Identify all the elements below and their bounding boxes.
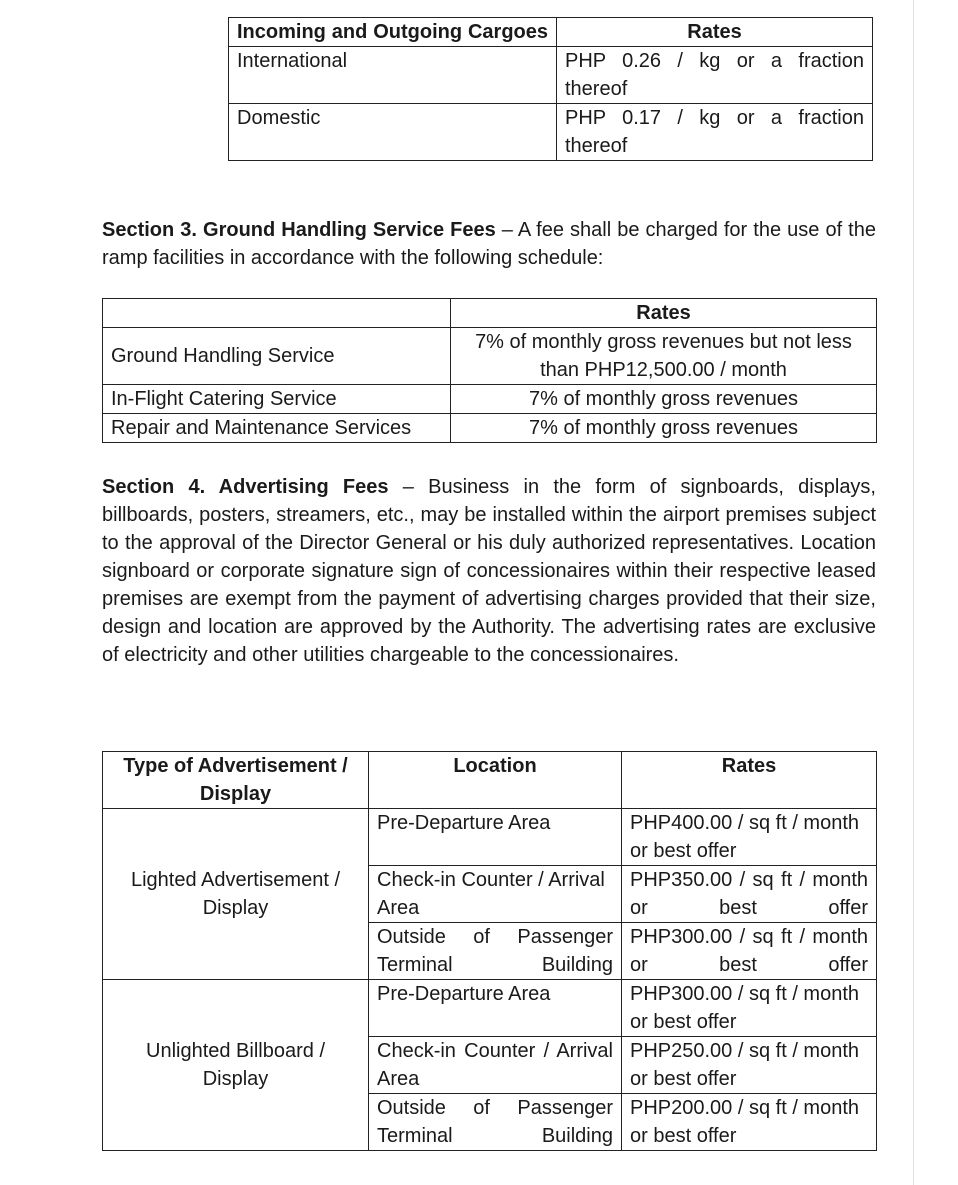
ad-location-cell: Check-in Counter / Arrival Area bbox=[369, 1037, 622, 1094]
table-row bbox=[103, 328, 877, 385]
ad-location-cell: Pre-Departure Area bbox=[369, 809, 622, 866]
table-row bbox=[103, 809, 877, 866]
ad-rate-cell: PHP350.00 / sq ft / month or best offer bbox=[622, 866, 877, 923]
ad-location-cell: Check-in Counter / Arrival Area bbox=[369, 866, 622, 923]
table-header-row bbox=[103, 299, 877, 328]
ad-type-cell: Unlighted Billboard / Display bbox=[103, 980, 369, 1151]
ground-handling-table bbox=[102, 298, 877, 443]
table-row bbox=[229, 104, 873, 161]
ad-location-cell: Pre-Departure Area bbox=[369, 980, 622, 1037]
ground-header-service bbox=[103, 299, 451, 328]
ad-type-cell: Lighted Advertisement / Display bbox=[103, 809, 369, 980]
ground-rate-cell: 7% of monthly gross revenues bbox=[451, 414, 877, 443]
ground-service-cell: In-Flight Catering Service bbox=[103, 385, 451, 414]
ad-rate-cell: PHP300.00 / sq ft / month or best offer bbox=[622, 980, 877, 1037]
ad-rate-cell: PHP300.00 / sq ft / month or best offer bbox=[622, 923, 877, 980]
table-header-row bbox=[229, 18, 873, 47]
table-row bbox=[103, 385, 877, 414]
table-row bbox=[103, 414, 877, 443]
page-edge-line bbox=[913, 0, 914, 1185]
cargo-rate-cell: PHP 0.26 / kg or a fraction thereof bbox=[557, 47, 873, 104]
section-3-heading: Section 3. Ground Handling Service Fees bbox=[102, 219, 496, 241]
ad-location-cell: Outside of Passenger Terminal Building bbox=[369, 923, 622, 980]
ad-location-cell: Outside of Passenger Terminal Building bbox=[369, 1094, 622, 1151]
table-row bbox=[229, 47, 873, 104]
ground-service-cell: Ground Handling Service bbox=[103, 328, 451, 385]
section-3-text: – A fee shall be charged for the use of the ramp facilities in accordance with the following schedule: bbox=[102, 219, 876, 269]
section-4-paragraph bbox=[102, 473, 876, 669]
ad-rate-cell: PHP200.00 / sq ft / month or best offer bbox=[622, 1094, 877, 1151]
section-4-text: – Business in the form of signboards, displays, billboards, posters, streamers, etc., may be installed within the airport premises subject to the approval of the Director General or his duly authorized representatives. Location signboard or corporate signature sign of concessionaires within their respective leased premises are exempt from the payment of advertising charges provided that their size, design and location are approved by the Authority. The advertising rates are exclusive of electricity and other utilities chargeable to the concessionaires. bbox=[102, 476, 876, 666]
cargo-header-rates: Rates bbox=[557, 18, 873, 47]
cargo-type-cell: International bbox=[229, 47, 557, 104]
cargo-header-type: Incoming and Outgoing Cargoes bbox=[229, 18, 557, 47]
table-row bbox=[103, 980, 877, 1037]
ad-header-location: Location bbox=[369, 752, 622, 809]
cargo-rate-cell: PHP 0.17 / kg or a fraction thereof bbox=[557, 104, 873, 161]
cargo-type-cell: Domestic bbox=[229, 104, 557, 161]
ground-service-cell: Repair and Maintenance Services bbox=[103, 414, 451, 443]
ad-header-rates: Rates bbox=[622, 752, 877, 809]
advertising-rates-table bbox=[102, 751, 877, 1151]
ad-rate-cell: PHP250.00 / sq ft / month or best offer bbox=[622, 1037, 877, 1094]
ad-header-type: Type of Advertisement / Display bbox=[103, 752, 369, 809]
table-header-row bbox=[103, 752, 877, 809]
cargo-rates-table bbox=[228, 17, 873, 161]
ad-rate-cell: PHP400.00 / sq ft / month or best offer bbox=[622, 809, 877, 866]
section-3-paragraph bbox=[102, 216, 876, 272]
ground-header-rates: Rates bbox=[451, 299, 877, 328]
section-4-heading: Section 4. Advertising Fees bbox=[102, 476, 389, 498]
ground-rate-cell: 7% of monthly gross revenues bbox=[451, 385, 877, 414]
ground-rate-cell: 7% of monthly gross revenues but not less than PHP12,500.00 / month bbox=[451, 328, 877, 385]
